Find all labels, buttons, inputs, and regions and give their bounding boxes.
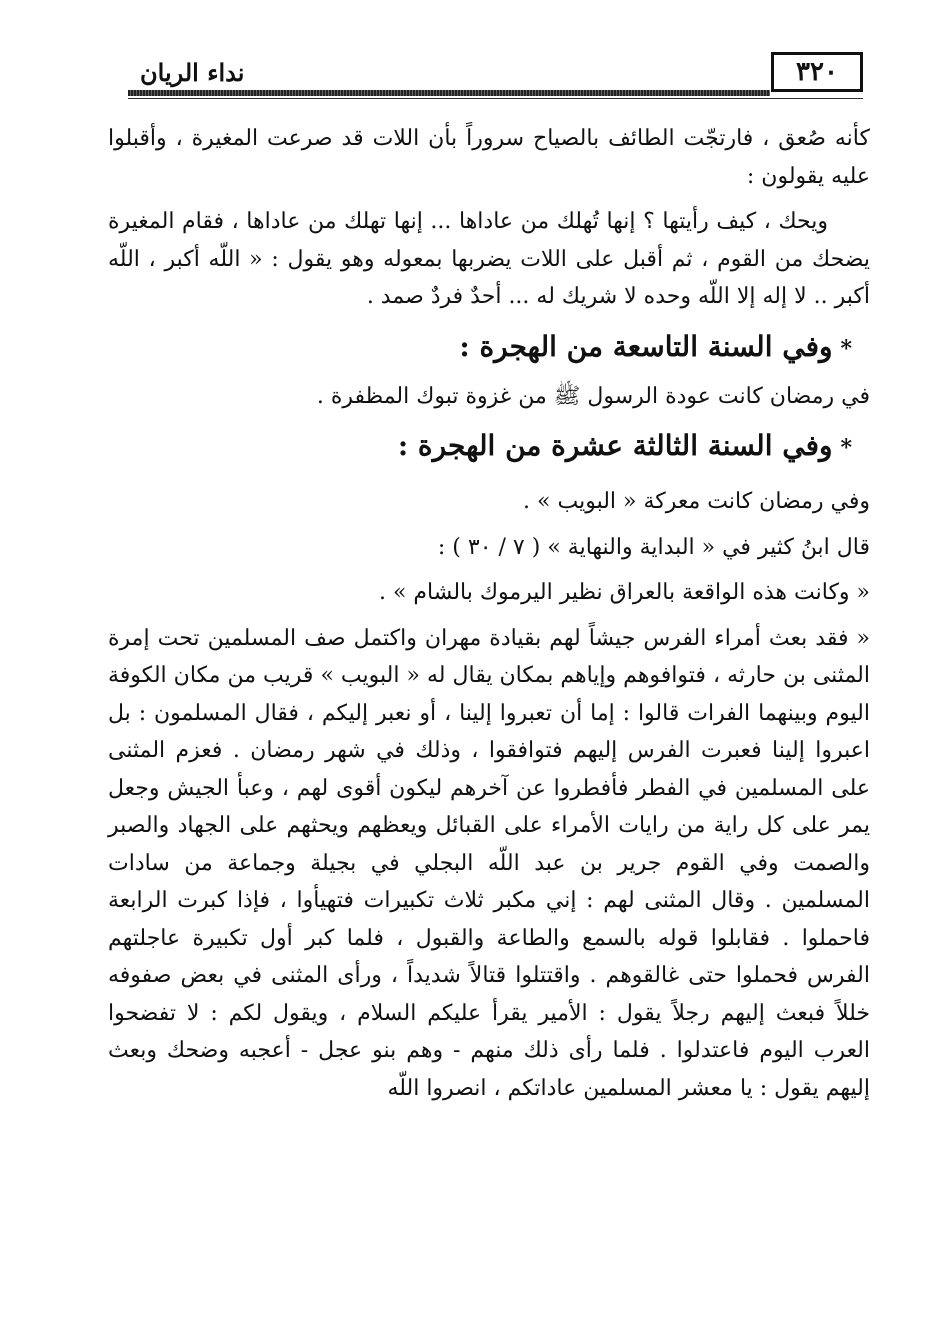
paragraph-4: وفي رمضان كانت معركة « البويب » . xyxy=(523,489,870,514)
paragraph-7-quote: « فقد بعث أمراء الفرس جيشاً لهم بقيادة مهران واكتمل صف المسلمين تحت إمرة المثنى بن حارثه ، فتوافوهم وإياهم بمكان يقال له « البويب » قريب من مكان الكوفة اليوم وبينهما الفرات قالوا : إما أن تعبروا إلينا ، أو نعبر إليكم ، فقال المسلمون : بل اعبروا إلينا فعبرت الفرس إليهم فتوافقوا ، وذلك في شهر رمضان . فعزم المثنى على المسلمين في الفطر فأفطروا عن آخرهم ليكون أقوى لهم ، وعبأ الجيش وجعل يمر على كل راية من رايات الأمراء على القبائل ويعظهم ويحثهم على الجهاد والصبر والصمت وفي القوم جرير بن عبد اللّه البجلي في بجيلة وجماعة من سادات المسلمين . وقال المثنى لهم : إني مكبر ثلاث تكبيرات فتهيأوا ، فإذا كبرت الرابعة فاحملوا . فقابلوا قوله بالسمع والطاعة والقبول ، فلما كبر أول تكبيرة عاجلتهم الفرس فحملوا حتى غالقوهم . واقتتلوا قتالاً شديداً ، ورأى المثنى في بعض صفوفه خللاً فبعث إليهم رجلاً يقول : الأمير يقرأ عليكم السلام ، ويقول لكم : لا تفضحوا العرب اليوم فاعتدلوا . فلما رأى ذلك منهم - وهم بنو عجل - أعجبه وضحك وبعث إليهم يقول : يا معشر المسلمين عاداتكم ، انصروا اللّه xyxy=(108,625,871,1101)
paragraph-2: ويحك ، كيف رأيتها ؟ إنها تُهلك من عاداها ... إنها تهلك من عاداها ، فقام المغيرة يضحك من القوم ، ثم أقبل على اللات يضربها بمعوله وهو يقول : « اللّه أكبر ، اللّه أكبر .. لا إله إلا اللّه وحده لا شريك له ... أحدٌ فردٌ صمد . xyxy=(108,209,870,309)
paragraph-5: قال ابنُ كثير في « البداية والنهاية » ( ٧ / ٣٠ ) : xyxy=(437,534,870,560)
page-body xyxy=(108,120,870,1107)
paragraph-3: في رمضان كانت عودة الرسول ﷺ من غزوة تبوك المظفرة . xyxy=(316,383,870,409)
section-heading-ninth-year xyxy=(108,320,870,376)
section-heading-thirteenth-year xyxy=(108,419,870,475)
header-underline xyxy=(128,98,863,99)
paragraph-1: كأنه صُعق ، فارتجّت الطائف بالصياح سروراً بأن اللات قد صرعت المغيرة ، وأقبلوا عليه يقولون : xyxy=(108,126,870,189)
asterisk-icon: * xyxy=(840,335,852,362)
page-number: ٣٢٠ xyxy=(771,52,863,92)
heading-text: وفي السنة الثالثة عشرة من الهجرة : xyxy=(397,429,833,462)
running-title: نداء الريان xyxy=(140,58,245,87)
asterisk-icon: * xyxy=(840,435,852,461)
heading-text: وفي السنة التاسعة من الهجرة : xyxy=(459,329,833,363)
paragraph-6: « وكانت هذه الواقعة بالعراق نظير اليرموك بالشام » . xyxy=(378,580,870,605)
page-header xyxy=(128,52,863,94)
header-rule xyxy=(128,90,770,96)
